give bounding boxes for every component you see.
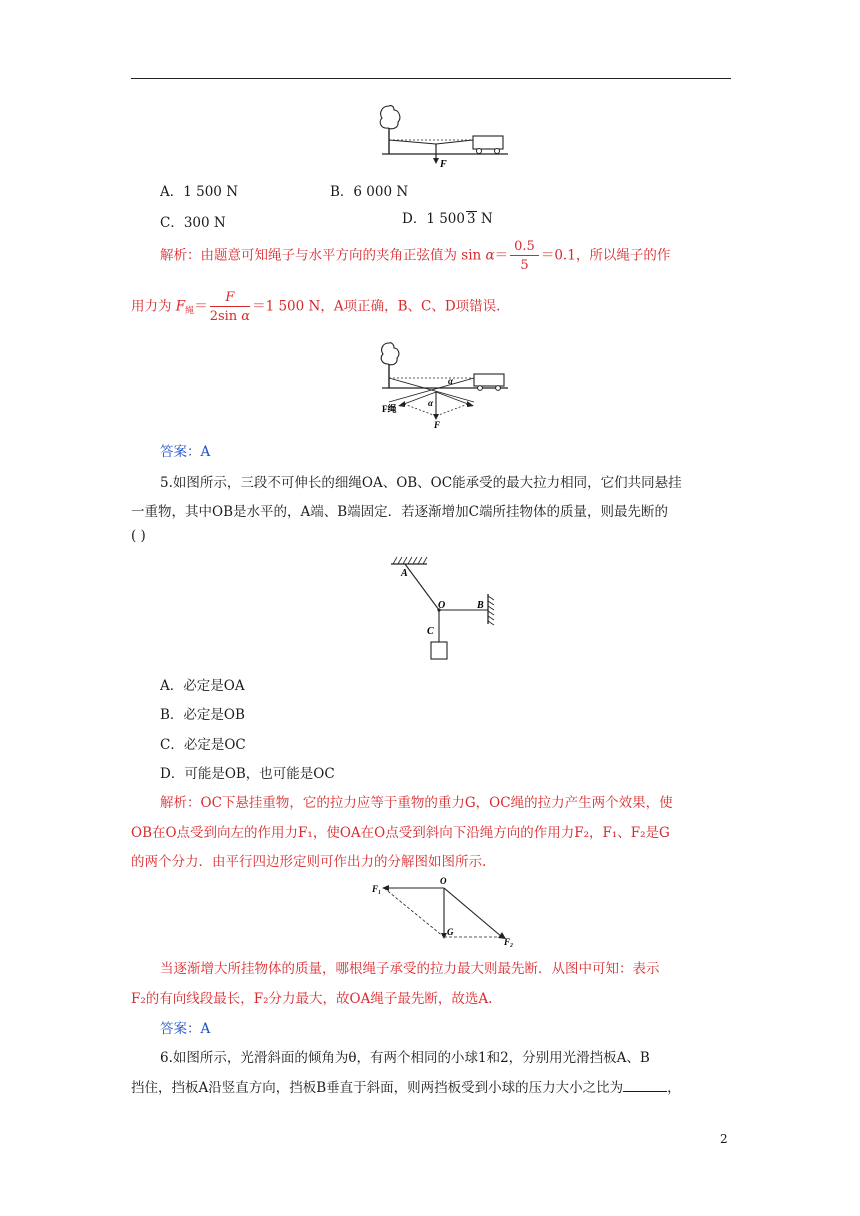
page-number: 2	[720, 1132, 728, 1146]
svg-text:α: α	[448, 376, 453, 386]
q5-answer: 答案：A	[160, 1021, 211, 1037]
q4-option-d: D．1 500 3 N	[402, 211, 493, 227]
q5-option-b: B．必定是OB	[160, 707, 245, 723]
answer-blank	[623, 1079, 667, 1092]
svg-text:F₁: F₁	[372, 884, 382, 894]
q5-analysis-line5: F₂的有向线段最长，F₂分力最大，故OA绳子最先断，故选A.	[131, 991, 493, 1007]
q5-stem-line1: 5.如图所示，三段不可伸长的细绳OA、OB、OC能承受的最大拉力相同，它们共同悬挂	[160, 475, 682, 491]
q5-analysis-line1: 解析：OC下悬挂重物，它的拉力应等于重物的重力G，OC绳的拉力产生两个效果，使	[160, 795, 673, 811]
svg-text:O: O	[438, 600, 446, 611]
figure-force-decomposition	[370, 875, 520, 947]
q4-analysis-line1: 解析：由题意可知绳子与水平方向的夹角正弦值为 sin α＝ $\frac{0.5}{5}$ ＝0.1，所以绳子的作	[160, 239, 671, 273]
svg-text:O: O	[440, 876, 447, 886]
svg-text:F: F	[434, 420, 441, 430]
q6-stem-line2: 挡住，挡板A沿竖直方向，挡板B垂直于斜面，则两挡板受到小球的压力大小之比为 ，	[131, 1080, 681, 1096]
fig1-force-label: F	[440, 159, 447, 170]
figure-tree-truck	[372, 100, 512, 170]
svg-text:A: A	[401, 568, 408, 579]
q5-option-d: D．可能是OB，也可能是OC	[160, 766, 335, 782]
q4-option-b: B．6 000 N	[330, 184, 409, 200]
svg-text:α: α	[428, 398, 433, 408]
q4-answer: 答案：A	[160, 444, 211, 460]
svg-text:B: B	[477, 600, 484, 611]
figure-rope-force-analysis	[376, 340, 516, 430]
q5-option-c: C．必定是OC	[160, 737, 246, 753]
q4-option-a: A．1 500 N	[160, 184, 239, 200]
svg-text:C: C	[427, 626, 434, 637]
q5-analysis-line3: 的两个分力．由平行四边形定则可作出力的分解图如图所示.	[131, 854, 487, 870]
q5-option-a: A．必定是OA	[160, 678, 245, 694]
svg-text:G: G	[447, 927, 454, 937]
q4-analysis-line2: 用力为 $F_绳=$ $\frac{F}{\text{2sin α}}$ ＝1 500 N，A项正确，B、C、D项错误.	[131, 290, 501, 324]
q5-analysis-line2: OB在O点受到向左的作用力F₁，使OA在O点受到斜向下沿绳方向的作用力F₂，F₁、F₂是G	[131, 825, 670, 841]
header-rule	[131, 78, 731, 79]
svg-text:F₂: F₂	[504, 937, 514, 947]
q4-option-c: C．300 N	[160, 215, 226, 231]
figure-three-ropes	[385, 552, 505, 664]
q6-stem-line1: 6.如图所示，光滑斜面的倾角为θ，有两个相同的小球1和2，分别用光滑挡板A、B	[160, 1050, 650, 1066]
svg-text:F绳: F绳	[382, 404, 397, 414]
q5-analysis-line4: 当逐渐增大所挂物体的质量，哪根绳子承受的拉力最大则最先断．从图中可知：表示	[160, 961, 660, 977]
q5-stem-line2: 一重物，其中OB是水平的，A端、B端固定．若逐渐增加C端所挂物体的质量，则最先断的	[131, 504, 668, 520]
q5-stem-line3: ( )	[131, 528, 146, 544]
